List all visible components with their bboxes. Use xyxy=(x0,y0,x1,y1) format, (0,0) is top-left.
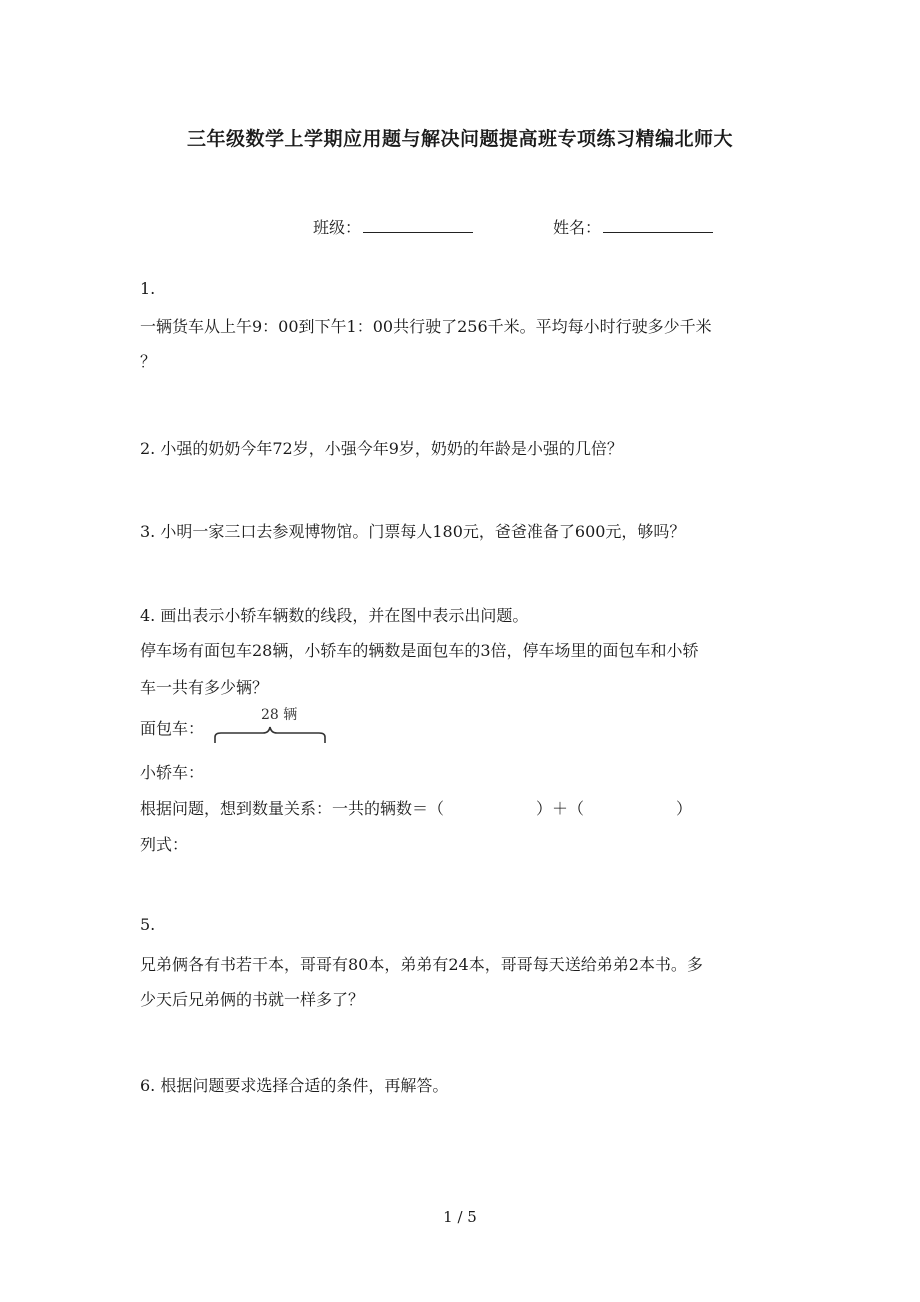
class-field xyxy=(313,215,473,238)
car-label: 小轿车： xyxy=(140,763,205,782)
page-title: 三年级数学上学期应用题与解决问题提高班专项练习精编北师大 xyxy=(186,128,733,150)
q5-text-line1: 兄弟俩各有书若干本，哥哥有80本，弟弟有24本，哥哥每天送给弟弟2本书。多 xyxy=(140,955,703,974)
q4-text-line1: 4. 画出表示小轿车辆数的线段，并在图中表示出问题。 xyxy=(140,606,529,625)
q3-text: 3. 小明一家三口去参观博物馆。门票每人180元，爸爸准备了600元，够吗？ xyxy=(140,522,686,541)
curly-brace-icon xyxy=(215,727,325,743)
q1-text-line1: 一辆货车从上午9：00到下午1：00共行驶了256千米。平均每小时行驶多少千米 xyxy=(140,317,712,336)
formula-label: 列式： xyxy=(140,835,189,854)
q4-text-line2: 停车场有面包车28辆，小轿车的辆数是面包车的3倍，停车场里的面包车和小轿 xyxy=(140,641,699,660)
quantity-relation xyxy=(140,796,692,819)
relation-middle: ）＋（ xyxy=(536,799,585,818)
q5-number: 5. xyxy=(140,915,156,934)
van-label: 面包车： xyxy=(140,719,205,738)
brace-label: 28 辆 xyxy=(261,707,298,723)
relation-suffix: ） xyxy=(676,799,693,818)
q4-text-line3: 车一共有多少辆？ xyxy=(140,678,269,697)
class-label: 班级： xyxy=(313,218,362,237)
name-label: 姓名： xyxy=(553,218,602,237)
q6-text: 6. 根据问题要求选择合适的条件，再解答。 xyxy=(140,1076,449,1095)
q2-text: 2. 小强的奶奶今年72岁，小强今年9岁，奶奶的年龄是小强的几倍？ xyxy=(140,439,623,458)
name-blank[interactable] xyxy=(603,216,713,233)
van-brace-diagram xyxy=(213,703,333,747)
name-field xyxy=(553,215,713,238)
page-number: 1 / 5 xyxy=(443,1208,477,1226)
relation-prefix: 根据问题，想到数量关系：一共的辆数＝（ xyxy=(140,799,445,818)
class-blank[interactable] xyxy=(363,216,473,233)
q1-number: 1. xyxy=(140,279,156,298)
q1-text-line2: ？ xyxy=(140,352,157,371)
q5-text-line2: 少天后兄弟俩的书就一样多了？ xyxy=(140,990,365,1009)
